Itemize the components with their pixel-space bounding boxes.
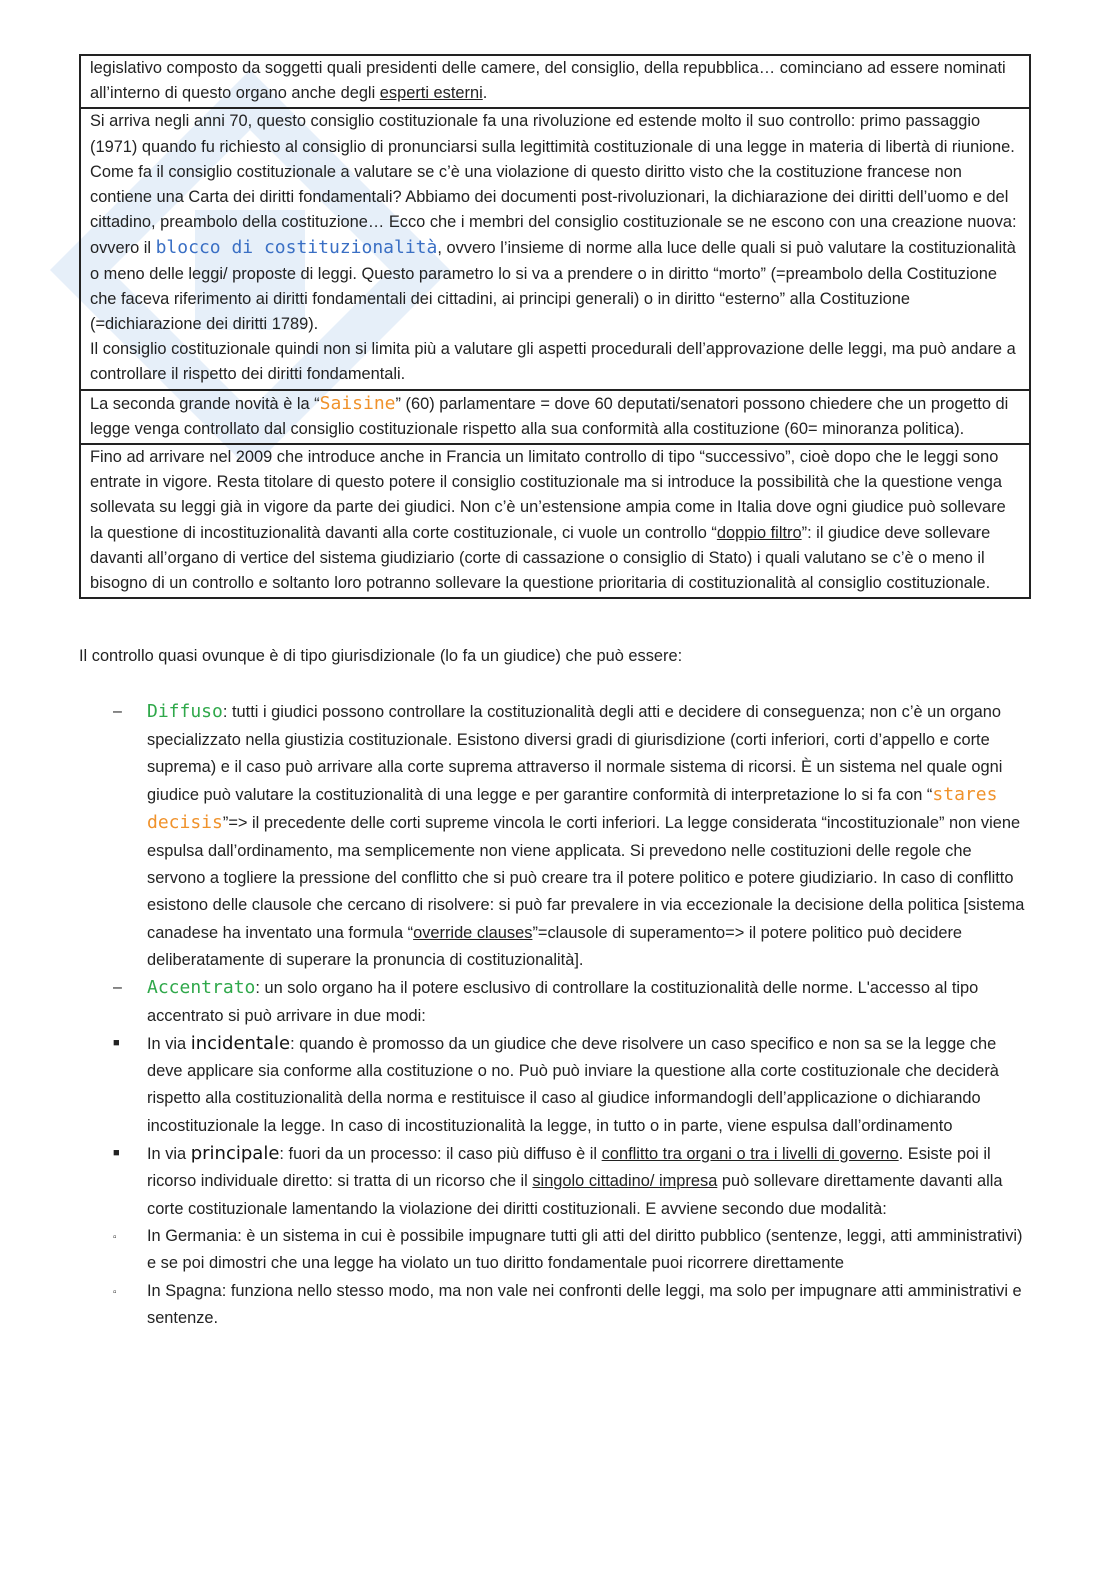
text-run: Il consiglio costituzionale quindi non si limita più a valutare gli aspetti procedurali dell’approvazione delle leggi, ma può andare a controllare il rispetto dei diritti fondamentali. bbox=[90, 340, 1016, 384]
dash-bullet-icon: – bbox=[113, 703, 122, 721]
document-page bbox=[79, 54, 1031, 1332]
text-run: La seconda grande novità è la “ bbox=[90, 394, 320, 413]
highlight-term: Saisine bbox=[319, 392, 396, 414]
text-run: , ovvero l’insieme di norme alla luce delle quali si può valutare la costituzionalità o meno delle leggi/ proposte di leggi. Questo parametro lo si va a prendere o in diritto “morto” (=preambolo della Costituzione che faceva riferimento ai diritti fondamentali dei cittadini, ai principi generali) o in diritto “esterno” alla Costituzione (=dichiarazione dei diritti 1789). bbox=[90, 239, 1016, 334]
text-run: Fino ad arrivare nel 2009 che introduce anche in Francia un limitato controllo di tipo “successivo”, cioè dopo che le leggi sono entrate in vigore. Resta titolare di questo potere il consiglio costituzionale ma si introduce la possibilità che la questione venga sollevata su leggi già in vigore da parte dei giudici. Non c’è un’estensione ampia come in Italia dove ogni giudice può sollevare la questione di incostituzionalità davanti alla corte costituzionale, ci vuole un controllo “ bbox=[90, 448, 1006, 542]
text-run: . Esiste poi il ricorso individuale diretto: si tratta di un ricorso che il bbox=[147, 1145, 991, 1191]
text-run: ” (60) parlamentare = dove 60 deputati/senatori possono chiedere che un progetto di legge venga controllato dal consiglio costituzionale rispetto alla sua conformità alla costituzione (60= minoranza politica). bbox=[90, 394, 1009, 438]
list-item bbox=[79, 698, 1031, 974]
highlight-term: Diffuso bbox=[147, 701, 223, 723]
text-run: : tutti i giudici possono controllare la costituzionalità degli atti e decidere di conseguenza; non c’è un organo specializzato nella giustizia costituzionale. Esistono diversi gradi di giurisdizione (corti inferiori, corti d’appello e corte suprema) e il caso può arrivare alla corte suprema attraverso il normale sistema di ricorsi. È un sistema nel quale ogni giudice può valutare la costituzionalità di una legge e per garantire conformità di interpretazione lo si fa con “ bbox=[147, 703, 1003, 805]
text-run: . bbox=[482, 84, 488, 103]
square-bullet-icon: ■ bbox=[113, 1036, 120, 1049]
text-run: ”=> il precedente delle corti supreme vincola le corti inferiori. La legge considerata “incostituzionale” non viene espulsa dall’ordinamento, ma semplicemente non viene applicata. Si prevedono nelle costituzioni delle regole che servono a togliere la pressione del conflitto che si può creare tra il potere politico e potere giudiziario. In caso di conflitto esistono delle clausole che cercano di risolvere: si può far prevalere in via eccezionale la decisione della politica [sistema canadese ha inventato una formula “ bbox=[147, 814, 1025, 942]
highlight-term: incidentale bbox=[190, 1032, 291, 1054]
table-row bbox=[80, 444, 1030, 598]
highlight-term: Accentrato bbox=[147, 977, 256, 999]
highlight-term: blocco di costituzionalità bbox=[155, 237, 438, 259]
intro-paragraph: Il controllo quasi ovunque è di tipo giurisdizionale (lo fa un giudice) che può essere: bbox=[79, 647, 683, 666]
list-item bbox=[79, 1030, 1031, 1140]
table-cell bbox=[80, 390, 1030, 444]
control-types-list bbox=[79, 698, 1031, 1332]
highlight-term: stares decisis bbox=[147, 784, 998, 834]
underlined-term: override clauses bbox=[413, 923, 533, 942]
underlined-term: doppio filtro bbox=[716, 523, 802, 542]
text-run: legislativo composto da soggetti quali presidenti delle camere, del consiglio, della repubblica… cominciano ad essere nominati all’interno di questo organo anche degli bbox=[90, 59, 1006, 103]
text-run: In via bbox=[147, 1145, 191, 1164]
table-cell bbox=[80, 55, 1030, 108]
table-cell bbox=[80, 108, 1030, 389]
list-item bbox=[79, 974, 1031, 1030]
list-item bbox=[79, 1140, 1031, 1223]
text-run: : fuori da un processo: il caso più diffuso è il bbox=[279, 1145, 602, 1164]
list-item bbox=[79, 1223, 1031, 1278]
list-item bbox=[79, 1278, 1031, 1333]
text-run: : un solo organo ha il potere esclusivo di controllare la costituzionalità delle norme. L'accesso al tipo accentrato si può arrivare in due modi: bbox=[147, 979, 979, 1025]
text-run: ”=clausole di superamento=> il potere politico può decidere deliberatamente di superare la pronuncia di costituzionalità]. bbox=[147, 923, 963, 969]
highlight-term: principale bbox=[190, 1143, 280, 1165]
notes-table bbox=[79, 54, 1031, 599]
text-run: ”: il giudice deve sollevare davanti all’organo di vertice del sistema giudiziario (corte di cassazione o consiglio di Stato) i quali valutano se c’è o meno il bisogno di un controllo e soltanto loro potranno sollevare la questione prioritaria di costituzionalità al consiglio costituzionale. bbox=[90, 523, 991, 593]
table-row bbox=[80, 390, 1030, 444]
underlined-term: conflitto tra organi o tra i livelli di governo bbox=[601, 1145, 899, 1164]
hollow-square-bullet-icon: ▫ bbox=[113, 1286, 117, 1298]
text-run: In Germania: è un sistema in cui è possibile impugnare tutti gli atti del diritto pubblico (sentenze, leggi, atti amministrativi) e se poi dimostri che una legge ha violato un tuo diritto fondamentale puoi ricorrere direttamente bbox=[147, 1226, 1023, 1273]
underlined-term: esperti esterni bbox=[379, 84, 483, 103]
dash-bullet-icon: – bbox=[113, 979, 122, 997]
text-run: In Spagna: funziona nello stesso modo, ma non vale nei confronti delle leggi, ma solo per impugnare atti amministrativi e sentenze. bbox=[147, 1281, 1022, 1327]
text-run: : quando è promosso da un giudice che deve risolvere un caso specifico e non sa se la legge che deve applicare sia conforme alla costituzione o no. Può può inviare la questione alla corte costituzionale che deciderà rispetto alla costituzionalità della norma e restituisce il caso al giudice informandogli dell’applicazione o dichiarando incostituzionale la legge. In caso di incostituzionalità la legge, in tutto o in parte, viene espulsa dall’ordinamento bbox=[147, 1034, 999, 1135]
table-row bbox=[80, 108, 1030, 389]
table-cell bbox=[80, 444, 1030, 598]
text-run: Si arriva negli anni 70, questo consiglio costituzionale fa una rivoluzione ed estende molto il suo controllo: primo passaggio (1971) quando fu richiesto al consiglio di pronunciarsi sulla legittimità costituzionale di una legge in materia di libertà di riunione. Come fa il consiglio costituzionale a valutare se c’è una violazione di questo diritto visto che la costituzione francese non contiene una Carta dei diritti fondamentali? Abbiamo dei documenti post-rivoluzionari, la dichiarazione dei diritti dell’uomo e del cittadino, preambolo della costituzione… Ecco che i membri del consiglio costituzionale se ne escono con una creazione nuova: ovvero il bbox=[90, 112, 1017, 258]
text-run: può sollevare direttamente davanti alla corte costituzionale lamentando la violazione dei diritti costituzionali. E avviene secondo due modalità: bbox=[147, 1172, 1003, 1218]
underlined-term: singolo cittadino/ impresa bbox=[532, 1172, 718, 1191]
square-bullet-icon: ■ bbox=[113, 1147, 120, 1160]
text-run: In via bbox=[147, 1034, 191, 1053]
table-row bbox=[80, 55, 1030, 108]
hollow-square-bullet-icon: ▫ bbox=[113, 1231, 117, 1243]
